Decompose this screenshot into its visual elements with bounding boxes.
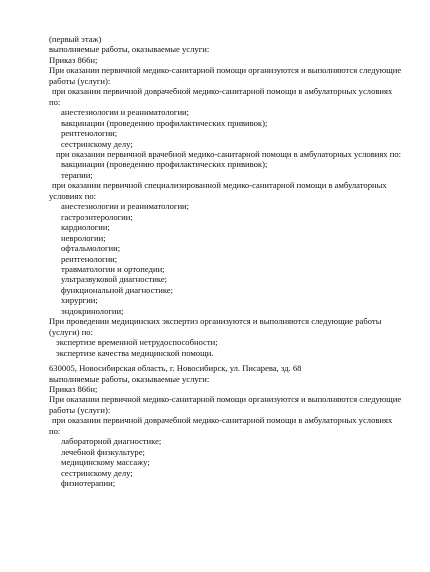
list-item: травматологии и ортопедии;	[61, 263, 165, 274]
list-item: рентгенологии;	[61, 128, 118, 139]
list-item: терапии;	[61, 169, 93, 180]
text-line: выполняемые работы, оказываемые услуги:	[49, 373, 210, 384]
list-item: гастроэнтерологии;	[61, 211, 133, 222]
list-item: лабораторной диагностике;	[61, 436, 162, 447]
text-line: выполняемые работы, оказываемые услуги:	[49, 44, 210, 55]
list-item: эндокринологии;	[61, 305, 124, 316]
text-line: (услуги) по:	[49, 326, 93, 337]
text-line: при оказании первичной врачебной медико-санитарной помощи в амбулаторных условиях по:	[56, 148, 402, 159]
list-item: вакцинации (проведению профилактических прививок);	[61, 117, 268, 128]
list-item: медицинскому массажу;	[61, 457, 150, 468]
list-item: офтальмологии;	[61, 243, 121, 254]
list-item: экспертизе качества медицинской помощи.	[56, 347, 214, 358]
document-body	[49, 34, 414, 488]
text-line: при оказании первичной специализированной медико-санитарной помощи в амбулаторных	[52, 180, 387, 191]
list-item: анестезиологии и реаниматологии;	[61, 201, 190, 212]
list-item: хирургии;	[61, 295, 98, 306]
list-item: ультразвуковой диагностике;	[61, 274, 168, 285]
list-item: лечебной физкультуре;	[61, 446, 145, 457]
text-line: работы (услуги):	[49, 404, 111, 415]
text-line: При оказании первичной медико-санитарной помощи организуются и выполняются следующие	[49, 394, 402, 405]
list-item: функциональной диагностике;	[61, 284, 174, 295]
list-item: сестринскому делу;	[61, 467, 133, 478]
text-line: по:	[49, 96, 61, 107]
text-line: При проведении медицинских экспертиз организуются и выполняются следующие работы	[49, 316, 382, 327]
list-item: кардиологии;	[61, 222, 110, 233]
text-line: при оказании первичной доврачебной медико-санитарной помощи в амбулаторных условиях	[52, 415, 393, 426]
text-line: при оказании первичной доврачебной медико-санитарной помощи в амбулаторных условиях	[52, 86, 393, 97]
list-item: сестринскому делу;	[61, 138, 133, 149]
address-line: 630005, Новосибирская область, г. Новосибирск, ул. Писарева, зд. 68	[49, 363, 302, 374]
text-line: Приказ 866н;	[49, 383, 98, 394]
list-item: экспертизе временной нетрудоспособности;	[56, 337, 218, 348]
text-line: по:	[49, 425, 61, 436]
list-item: физиотерапии;	[61, 478, 116, 489]
text-line: условиях по:	[49, 190, 97, 201]
text-line: Приказ 866н;	[49, 54, 98, 65]
list-item: анестезиологии и реаниматологии;	[61, 107, 190, 118]
list-item: рентгенологии;	[61, 253, 118, 264]
text-line: При оказании первичной медико-санитарной помощи организуются и выполняются следующие	[49, 65, 402, 76]
text-line: работы (услуги):	[49, 75, 111, 86]
list-item: вакцинации (проведению профилактических прививок);	[61, 159, 268, 170]
text-line: (первый этаж)	[49, 34, 102, 44]
list-item: неврологии;	[61, 232, 106, 243]
